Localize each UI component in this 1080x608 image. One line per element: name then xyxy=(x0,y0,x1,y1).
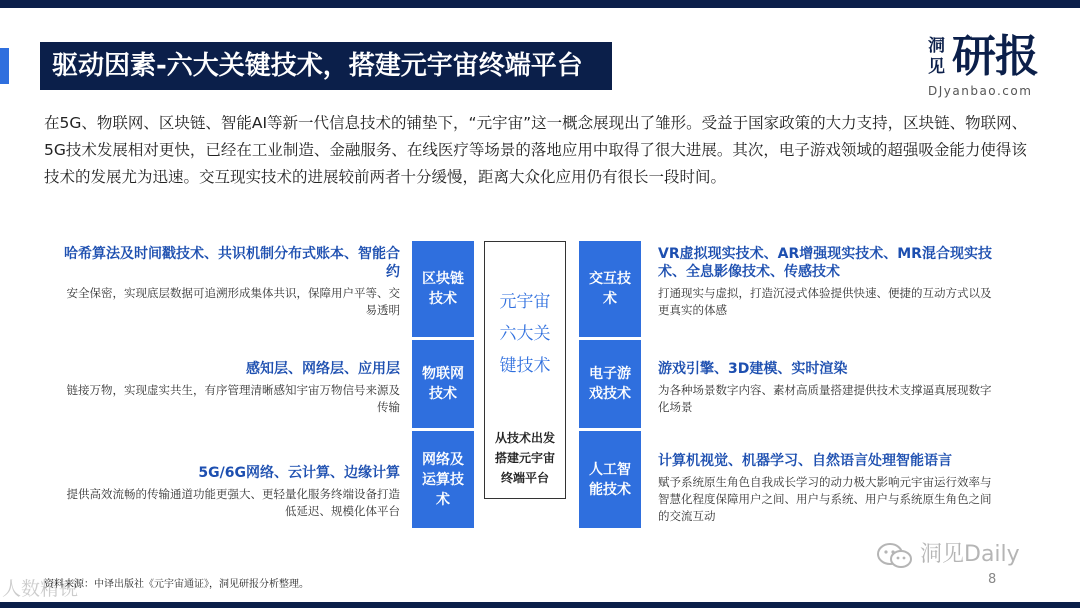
box-network xyxy=(412,431,474,528)
brand-logo xyxy=(928,32,1048,98)
watermark xyxy=(876,540,1046,570)
center-sub-text: 从技术出发搭建元宇宙终端平台 xyxy=(494,431,555,485)
left-item-iot xyxy=(60,360,400,416)
right-item-ai xyxy=(658,452,998,525)
bottom-bar xyxy=(0,602,1080,608)
left-item-title: 5G/6G网络、云计算、边缘计算 xyxy=(198,465,400,481)
box-label: 物联网技术 xyxy=(422,366,464,402)
box-game xyxy=(579,340,641,428)
box-iot xyxy=(412,340,474,428)
page-number: 8 xyxy=(988,572,997,587)
center-main-text: 元宇宙六大关键技术 xyxy=(499,292,551,376)
title-accent-bar xyxy=(0,48,9,84)
left-item-network xyxy=(60,464,400,520)
wechat-icon xyxy=(876,542,914,570)
left-item-desc: 提供高效流畅的传输通道功能更强大、更轻量化服务终端设备打造低延迟、规模化体平台 xyxy=(66,487,400,518)
right-item-game xyxy=(658,360,998,416)
intro-paragraph: 在5G、物联网、区块链、智能AI等新一代信息技术的铺垫下，“元宇宙”这一概念展现出了雏形。受益于国家政策的大力支持，区块链、物联网、5G技术发展相对更快，已经在工业制造、金融服务、在线医疗等场景的落地应用中取得了很大进展。其次，电子游戏领域的超强吸金能力使得该技术的发展尤为迅速。交互现实技术的进展较前两者十分缓慢，距离大众化应用仍有很长一段时间。 xyxy=(44,114,1028,186)
logo-small-text: 洞见 xyxy=(928,36,945,77)
box-label: 电子游戏技术 xyxy=(589,366,631,402)
left-item-blockchain xyxy=(60,245,400,319)
left-item-desc: 安全保密，实现底层数据可追溯形成集体共识，保障用户平等、交易透明 xyxy=(66,286,400,317)
box-label: 交互技术 xyxy=(589,271,631,307)
right-item-title: VR虚拟现实技术、AR增强现实技术、MR混合现实技术、全息影像技术、传感技术 xyxy=(658,246,992,280)
logo-url: DJyanbao.com xyxy=(928,84,1033,98)
box-label: 人工智能技术 xyxy=(589,461,631,498)
box-interaction xyxy=(579,241,641,337)
box-label: 区块链技术 xyxy=(422,271,464,307)
logo-big-text: 研报 xyxy=(952,31,1038,82)
right-item-desc: 打通现实与虚拟，打造沉浸式体验提供快速、便捷的互动方式以及更真实的体感 xyxy=(658,286,992,317)
right-item-interaction xyxy=(658,245,998,319)
left-item-title: 感知层、网络层、应用层 xyxy=(246,361,400,377)
left-item-desc: 链接万物，实现虚实共生，有序管理清晰感知宇宙万物信号来源及传输 xyxy=(66,383,400,414)
watermark-text: 洞见Daily xyxy=(920,542,1020,567)
top-bar xyxy=(0,0,1080,8)
page-title: 驱动因素-六大关键技术，搭建元宇宙终端平台 xyxy=(40,42,612,90)
right-item-desc: 为各种场景数字内容、素材高质量搭建提供技术支撑逼真展现数字化场景 xyxy=(658,383,992,414)
left-item-title: 哈希算法及时间戳技术、共识机制分布式账本、智能合约 xyxy=(64,246,400,280)
box-label: 网络及运算技术 xyxy=(422,451,464,508)
box-blockchain xyxy=(412,241,474,337)
right-item-desc: 赋予系统原生角色自我成长学习的动力极大影响元宇宙运行效率与智慧化程度保障用户之间、用户与系统、用户与系统原生角色之间的交流互动 xyxy=(658,475,992,523)
box-ai xyxy=(579,431,641,528)
watermark-secondary: 人数精锐 xyxy=(2,578,79,600)
center-box xyxy=(484,241,566,499)
right-item-title: 游戏引擎、3D建模、实时渲染 xyxy=(658,361,848,377)
source-note: 资料来源：中译出版社《元宇宙通证》，洞见研报分析整理。 xyxy=(44,579,309,590)
right-item-title: 计算机视觉、机器学习、自然语言处理智能语言 xyxy=(658,453,952,469)
